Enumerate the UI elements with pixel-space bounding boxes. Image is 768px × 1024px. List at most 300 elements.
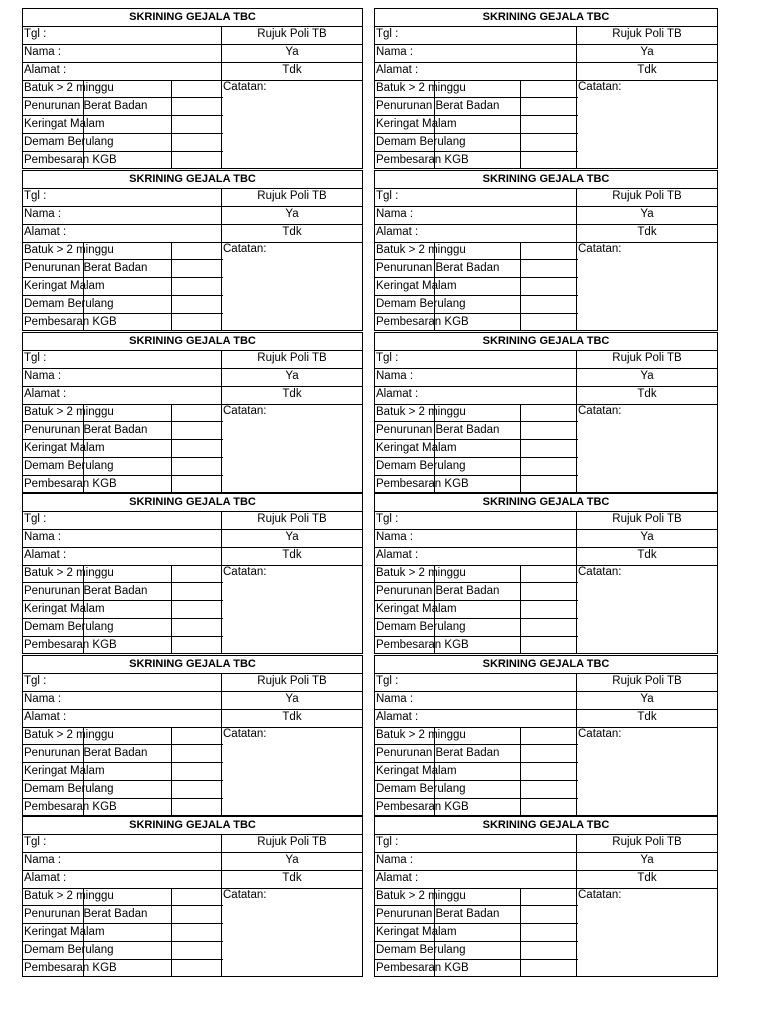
symptom-row-night-sweats (23, 278, 223, 296)
screening-card (374, 8, 718, 169)
symptom-label: Keringat Malam (376, 926, 457, 938)
symptom-row-lymph-node (375, 476, 578, 494)
symptom-label: Penurunan Berat Badan (24, 100, 148, 112)
no-option: Tdk (221, 386, 362, 404)
address-row (375, 709, 717, 728)
symptom-label: Pembesaran KGB (24, 801, 117, 813)
address-row (23, 870, 362, 889)
symptom-row-weight-loss (23, 745, 223, 763)
name-label: Nama : (24, 854, 62, 866)
column-divider (171, 404, 172, 492)
symptom-row-fever (375, 458, 578, 476)
address-row (23, 386, 362, 405)
column-divider (171, 80, 172, 168)
symptom-row-night-sweats (23, 440, 223, 458)
notes-label: Catatan: (223, 81, 267, 93)
address-row (23, 224, 362, 243)
screening-card (374, 493, 718, 654)
column-divider (434, 727, 435, 815)
column-divider (171, 242, 172, 330)
symptom-label: Keringat Malam (24, 926, 105, 938)
symptom-row-weight-loss (23, 422, 223, 440)
date-row (375, 26, 717, 45)
card-title: SKRINING GEJALA TBC (375, 817, 717, 835)
address-label: Alamat : (24, 388, 67, 400)
address-label: Alamat : (24, 226, 67, 238)
symptom-row-cough (375, 727, 578, 745)
name-label: Nama : (24, 370, 62, 382)
date-label: Tgl : (376, 513, 399, 525)
screening-card (22, 332, 363, 493)
address-label: Alamat : (376, 64, 419, 76)
screening-card (22, 493, 363, 654)
date-row (375, 834, 717, 853)
symptom-row-weight-loss (375, 745, 578, 763)
card-title: SKRINING GEJALA TBC (375, 656, 717, 674)
card-title: SKRINING GEJALA TBC (375, 333, 717, 351)
symptom-row-lymph-node (375, 960, 578, 978)
no-option: Tdk (221, 709, 362, 727)
notes-label: Catatan: (223, 889, 267, 901)
column-divider (83, 727, 84, 815)
symptom-row-fever (375, 619, 578, 637)
no-option: Tdk (576, 547, 717, 565)
symptom-label: Batuk > 2 minggu (24, 729, 114, 741)
symptom-label: Batuk > 2 minggu (24, 244, 114, 256)
no-option: Tdk (576, 224, 717, 242)
column-divider (171, 888, 172, 976)
date-row (375, 673, 717, 692)
symptom-row-weight-loss (375, 98, 578, 116)
symptom-label: Keringat Malam (376, 442, 457, 454)
name-row (23, 529, 362, 548)
symptom-label: Penurunan Berat Badan (24, 747, 148, 759)
symptom-label: Pembesaran KGB (376, 478, 469, 490)
symptom-label: Batuk > 2 minggu (24, 567, 114, 579)
date-row (23, 511, 362, 530)
symptom-label: Pembesaran KGB (376, 801, 469, 813)
referral-label: Rujuk Poli TB (576, 834, 717, 852)
notes-label: Catatan: (578, 566, 622, 578)
card-title: SKRINING GEJALA TBC (23, 817, 362, 835)
column-divider (520, 242, 521, 330)
referral-label: Rujuk Poli TB (221, 26, 362, 44)
symptom-row-fever (23, 942, 223, 960)
date-label: Tgl : (376, 190, 399, 202)
symptom-row-night-sweats (23, 116, 223, 134)
name-label: Nama : (376, 854, 414, 866)
no-option: Tdk (221, 547, 362, 565)
address-label: Alamat : (24, 872, 67, 884)
symptom-row-cough (375, 80, 578, 98)
symptom-label: Demam Berulang (24, 944, 114, 956)
screening-card (374, 332, 718, 493)
column-divider (171, 565, 172, 653)
name-row (23, 368, 362, 387)
address-row (375, 386, 717, 405)
yes-option: Ya (576, 44, 717, 62)
yes-option: Ya (221, 852, 362, 870)
symptom-label: Batuk > 2 minggu (376, 890, 466, 902)
symptom-row-night-sweats (23, 601, 223, 619)
symptom-row-fever (375, 134, 578, 152)
address-row (23, 62, 362, 81)
referral-label: Rujuk Poli TB (576, 673, 717, 691)
address-label: Alamat : (376, 872, 419, 884)
referral-label: Rujuk Poli TB (221, 188, 362, 206)
date-row (23, 188, 362, 207)
notes-box (221, 727, 362, 815)
card-title: SKRINING GEJALA TBC (23, 171, 362, 189)
notes-label: Catatan: (578, 81, 622, 93)
name-row (23, 691, 362, 710)
address-label: Alamat : (376, 226, 419, 238)
symptom-label: Demam Berulang (376, 783, 466, 795)
name-label: Nama : (376, 208, 414, 220)
symptom-row-weight-loss (375, 260, 578, 278)
symptom-label: Keringat Malam (24, 765, 105, 777)
symptom-label: Keringat Malam (24, 442, 105, 454)
address-row (375, 547, 717, 566)
symptom-row-cough (23, 727, 223, 745)
column-divider (171, 727, 172, 815)
date-label: Tgl : (376, 352, 399, 364)
symptom-row-night-sweats (23, 763, 223, 781)
notes-box (576, 404, 717, 492)
card-title: SKRINING GEJALA TBC (375, 171, 717, 189)
symptom-label: Pembesaran KGB (376, 316, 469, 328)
notes-box (221, 242, 362, 330)
no-option: Tdk (221, 224, 362, 242)
date-label: Tgl : (376, 836, 399, 848)
referral-label: Rujuk Poli TB (576, 188, 717, 206)
symptom-row-fever (375, 781, 578, 799)
symptom-label: Penurunan Berat Badan (24, 262, 148, 274)
yes-option: Ya (221, 44, 362, 62)
symptom-row-weight-loss (23, 98, 223, 116)
notes-box (221, 80, 362, 168)
yes-option: Ya (576, 368, 717, 386)
symptom-row-cough (375, 404, 578, 422)
address-label: Alamat : (24, 64, 67, 76)
symptom-row-lymph-node (23, 637, 223, 655)
date-row (375, 188, 717, 207)
name-row (375, 691, 717, 710)
notes-box (576, 80, 717, 168)
symptom-label: Penurunan Berat Badan (24, 908, 148, 920)
column-divider (83, 404, 84, 492)
symptom-row-weight-loss (23, 583, 223, 601)
yes-option: Ya (576, 691, 717, 709)
notes-box (221, 888, 362, 976)
referral-label: Rujuk Poli TB (221, 350, 362, 368)
symptom-row-cough (23, 242, 223, 260)
address-row (375, 870, 717, 889)
symptom-label: Pembesaran KGB (376, 962, 469, 974)
address-label: Alamat : (24, 549, 67, 561)
name-row (375, 368, 717, 387)
date-row (23, 26, 362, 45)
date-row (375, 350, 717, 369)
name-row (375, 44, 717, 63)
name-row (23, 44, 362, 63)
name-row (375, 206, 717, 225)
column-divider (434, 404, 435, 492)
symptom-label: Keringat Malam (24, 280, 105, 292)
yes-option: Ya (221, 206, 362, 224)
symptom-row-night-sweats (23, 924, 223, 942)
column-divider (520, 888, 521, 976)
address-row (375, 224, 717, 243)
symptom-label: Batuk > 2 minggu (376, 82, 466, 94)
symptom-label: Pembesaran KGB (24, 478, 117, 490)
column-divider (83, 80, 84, 168)
symptom-label: Keringat Malam (376, 765, 457, 777)
column-divider (434, 242, 435, 330)
symptom-label: Pembesaran KGB (24, 154, 117, 166)
column-divider (434, 888, 435, 976)
card-title: SKRINING GEJALA TBC (23, 656, 362, 674)
date-row (23, 673, 362, 692)
yes-option: Ya (576, 206, 717, 224)
symptom-row-fever (375, 296, 578, 314)
symptom-label: Penurunan Berat Badan (376, 747, 500, 759)
no-option: Tdk (221, 870, 362, 888)
symptom-label: Keringat Malam (376, 118, 457, 130)
name-row (375, 852, 717, 871)
notes-box (576, 727, 717, 815)
column-divider (520, 80, 521, 168)
card-title: SKRINING GEJALA TBC (375, 9, 717, 27)
symptom-row-fever (23, 134, 223, 152)
no-option: Tdk (576, 386, 717, 404)
symptom-label: Pembesaran KGB (24, 962, 117, 974)
notes-label: Catatan: (578, 405, 622, 417)
symptom-row-lymph-node (23, 960, 223, 978)
symptom-row-cough (23, 80, 223, 98)
symptom-label: Batuk > 2 minggu (376, 244, 466, 256)
no-option: Tdk (576, 870, 717, 888)
symptom-label: Penurunan Berat Badan (376, 908, 500, 920)
symptom-label: Batuk > 2 minggu (24, 82, 114, 94)
symptom-row-lymph-node (375, 152, 578, 170)
symptom-row-cough (23, 565, 223, 583)
symptom-label: Demam Berulang (24, 621, 114, 633)
column-divider (520, 565, 521, 653)
card-title: SKRINING GEJALA TBC (23, 333, 362, 351)
symptom-label: Keringat Malam (376, 603, 457, 615)
symptom-row-cough (375, 565, 578, 583)
symptom-label: Batuk > 2 minggu (24, 890, 114, 902)
symptom-label: Pembesaran KGB (24, 316, 117, 328)
screening-card (22, 655, 363, 816)
column-divider (83, 242, 84, 330)
card-title: SKRINING GEJALA TBC (23, 9, 362, 27)
symptom-row-lymph-node (375, 314, 578, 332)
card-title: SKRINING GEJALA TBC (375, 494, 717, 512)
symptom-label: Keringat Malam (24, 603, 105, 615)
yes-option: Ya (221, 691, 362, 709)
symptom-row-cough (23, 404, 223, 422)
address-label: Alamat : (376, 711, 419, 723)
address-row (23, 547, 362, 566)
referral-label: Rujuk Poli TB (576, 511, 717, 529)
address-row (375, 62, 717, 81)
column-divider (83, 565, 84, 653)
no-option: Tdk (576, 62, 717, 80)
symptom-label: Penurunan Berat Badan (24, 585, 148, 597)
symptom-row-lymph-node (23, 799, 223, 817)
name-label: Nama : (24, 693, 62, 705)
symptom-row-cough (23, 888, 223, 906)
notes-label: Catatan: (223, 405, 267, 417)
symptom-label: Demam Berulang (24, 460, 114, 472)
notes-box (576, 888, 717, 976)
notes-box (576, 242, 717, 330)
symptom-row-lymph-node (23, 476, 223, 494)
yes-option: Ya (576, 529, 717, 547)
symptom-label: Demam Berulang (376, 460, 466, 472)
date-label: Tgl : (24, 190, 47, 202)
column-divider (520, 727, 521, 815)
symptom-row-night-sweats (375, 116, 578, 134)
symptom-label: Pembesaran KGB (376, 154, 469, 166)
date-label: Tgl : (376, 675, 399, 687)
symptom-label: Demam Berulang (376, 136, 466, 148)
symptom-row-lymph-node (375, 637, 578, 655)
date-row (375, 511, 717, 530)
symptom-label: Demam Berulang (24, 136, 114, 148)
symptom-label: Demam Berulang (24, 298, 114, 310)
notes-box (576, 565, 717, 653)
yes-option: Ya (221, 529, 362, 547)
symptom-label: Penurunan Berat Badan (24, 424, 148, 436)
symptom-row-weight-loss (375, 583, 578, 601)
date-label: Tgl : (24, 352, 47, 364)
symptom-label: Keringat Malam (376, 280, 457, 292)
symptom-label: Batuk > 2 minggu (376, 729, 466, 741)
notes-label: Catatan: (578, 728, 622, 740)
screening-card (22, 8, 363, 169)
symptom-label: Demam Berulang (376, 621, 466, 633)
symptom-row-lymph-node (23, 152, 223, 170)
symptom-row-weight-loss (375, 906, 578, 924)
column-divider (434, 80, 435, 168)
symptom-row-fever (23, 781, 223, 799)
symptom-row-fever (23, 296, 223, 314)
date-row (23, 350, 362, 369)
notes-label: Catatan: (223, 566, 267, 578)
name-label: Nama : (24, 46, 62, 58)
name-row (23, 852, 362, 871)
symptom-row-night-sweats (375, 924, 578, 942)
notes-box (221, 565, 362, 653)
yes-option: Ya (576, 852, 717, 870)
date-label: Tgl : (24, 513, 47, 525)
symptom-row-night-sweats (375, 440, 578, 458)
notes-label: Catatan: (578, 889, 622, 901)
name-row (23, 206, 362, 225)
no-option: Tdk (221, 62, 362, 80)
referral-label: Rujuk Poli TB (221, 834, 362, 852)
symptom-label: Penurunan Berat Badan (376, 262, 500, 274)
notes-label: Catatan: (223, 243, 267, 255)
screening-card (374, 170, 718, 331)
symptom-row-lymph-node (375, 799, 578, 817)
symptom-row-fever (23, 619, 223, 637)
address-label: Alamat : (376, 549, 419, 561)
notes-label: Catatan: (223, 728, 267, 740)
yes-option: Ya (221, 368, 362, 386)
symptom-label: Batuk > 2 minggu (376, 567, 466, 579)
symptom-label: Penurunan Berat Badan (376, 100, 500, 112)
symptom-label: Demam Berulang (376, 298, 466, 310)
symptom-label: Batuk > 2 minggu (376, 406, 466, 418)
symptom-label: Keringat Malam (24, 118, 105, 130)
referral-label: Rujuk Poli TB (221, 511, 362, 529)
screening-card (22, 170, 363, 331)
notes-box (221, 404, 362, 492)
symptom-row-fever (23, 458, 223, 476)
screening-card (22, 816, 363, 977)
date-row (23, 834, 362, 853)
screening-card (374, 816, 718, 977)
symptom-label: Pembesaran KGB (376, 639, 469, 651)
name-row (375, 529, 717, 548)
name-label: Nama : (376, 531, 414, 543)
symptom-row-weight-loss (23, 906, 223, 924)
referral-label: Rujuk Poli TB (576, 26, 717, 44)
column-divider (434, 565, 435, 653)
symptom-label: Penurunan Berat Badan (376, 424, 500, 436)
symptom-label: Demam Berulang (24, 783, 114, 795)
symptom-row-fever (375, 942, 578, 960)
date-label: Tgl : (376, 28, 399, 40)
symptom-row-cough (375, 242, 578, 260)
symptom-row-night-sweats (375, 763, 578, 781)
name-label: Nama : (376, 370, 414, 382)
name-label: Nama : (376, 46, 414, 58)
symptom-row-weight-loss (23, 260, 223, 278)
date-label: Tgl : (24, 675, 47, 687)
symptom-row-weight-loss (375, 422, 578, 440)
symptom-label: Penurunan Berat Badan (376, 585, 500, 597)
symptom-label: Pembesaran KGB (24, 639, 117, 651)
notes-label: Catatan: (578, 243, 622, 255)
symptom-row-night-sweats (375, 278, 578, 296)
referral-label: Rujuk Poli TB (576, 350, 717, 368)
name-label: Nama : (24, 208, 62, 220)
symptom-row-night-sweats (375, 601, 578, 619)
address-label: Alamat : (24, 711, 67, 723)
name-label: Nama : (376, 693, 414, 705)
name-label: Nama : (24, 531, 62, 543)
date-label: Tgl : (24, 836, 47, 848)
column-divider (83, 888, 84, 976)
card-title: SKRINING GEJALA TBC (23, 494, 362, 512)
no-option: Tdk (576, 709, 717, 727)
address-label: Alamat : (376, 388, 419, 400)
column-divider (520, 404, 521, 492)
address-row (23, 709, 362, 728)
symptom-row-cough (375, 888, 578, 906)
screening-card (374, 655, 718, 816)
date-label: Tgl : (24, 28, 47, 40)
symptom-row-lymph-node (23, 314, 223, 332)
referral-label: Rujuk Poli TB (221, 673, 362, 691)
symptom-label: Batuk > 2 minggu (24, 406, 114, 418)
symptom-label: Demam Berulang (376, 944, 466, 956)
